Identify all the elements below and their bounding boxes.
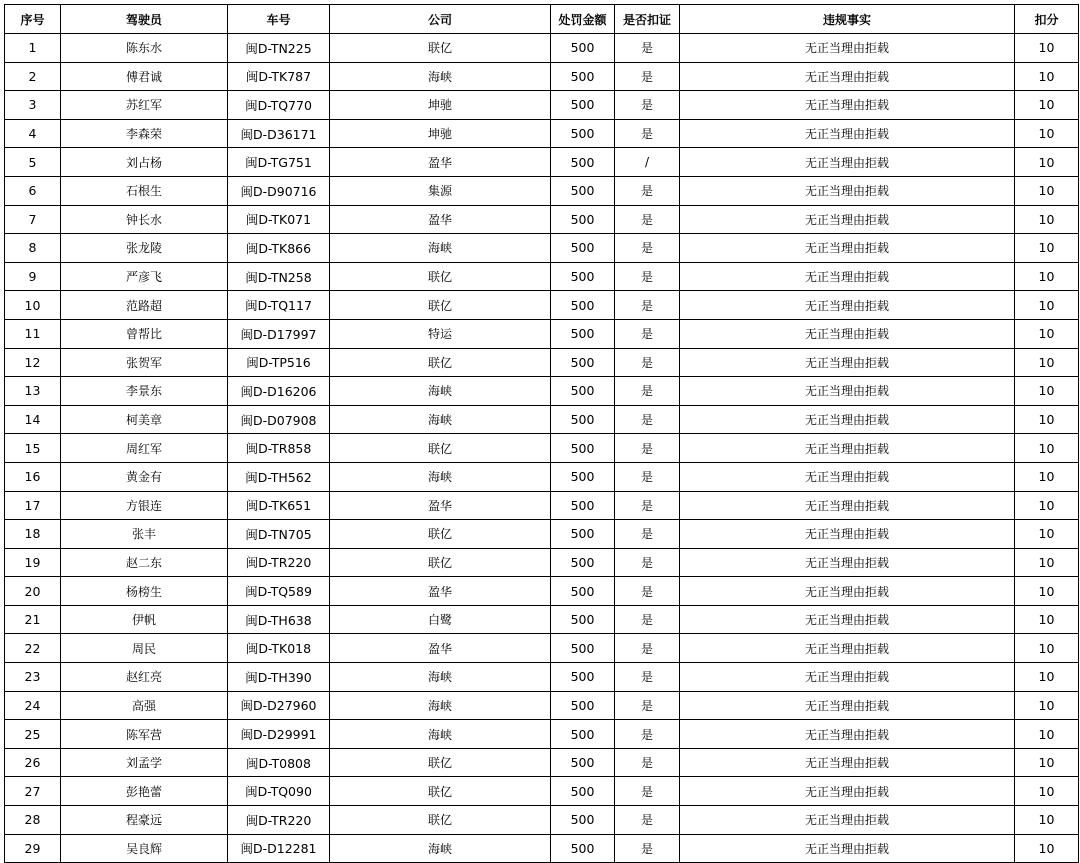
table-row — [5, 34, 1079, 63]
license-cell: 是 — [615, 319, 680, 348]
driver-cell: 傅君诚 — [61, 62, 228, 91]
header-license-detained: 是否扣证 — [615, 5, 680, 34]
index-cell: 11 — [5, 319, 61, 348]
index-cell: 22 — [5, 634, 61, 663]
index-cell: 12 — [5, 348, 61, 377]
table-row — [5, 548, 1079, 577]
violation-cell: 无正当理由拒载 — [680, 262, 1015, 291]
company-cell: 海峡 — [330, 234, 551, 263]
table-row — [5, 91, 1079, 120]
plate-cell: 闽D-TQ090 — [228, 777, 330, 806]
license-cell: 是 — [615, 491, 680, 520]
plate-cell: 闽D-TQ117 — [228, 291, 330, 320]
license-cell: 是 — [615, 462, 680, 491]
fine-cell: 500 — [551, 491, 615, 520]
plate-cell: 闽D-D29991 — [228, 720, 330, 749]
violation-cell: 无正当理由拒载 — [680, 462, 1015, 491]
table-row — [5, 806, 1079, 835]
plate-cell: 闽D-TH638 — [228, 605, 330, 634]
table-row — [5, 777, 1079, 806]
table-row — [5, 663, 1079, 692]
driver-cell: 杨榜生 — [61, 577, 228, 606]
violation-cell: 无正当理由拒载 — [680, 720, 1015, 749]
company-cell: 联亿 — [330, 520, 551, 549]
violation-cell: 无正当理由拒载 — [680, 520, 1015, 549]
table-row — [5, 234, 1079, 263]
company-cell: 联亿 — [330, 748, 551, 777]
fine-cell: 500 — [551, 405, 615, 434]
company-cell: 联亿 — [330, 291, 551, 320]
table-row — [5, 634, 1079, 663]
fine-cell: 500 — [551, 834, 615, 863]
fine-cell: 500 — [551, 62, 615, 91]
points-cell: 10 — [1015, 691, 1079, 720]
plate-cell: 闽D-TH562 — [228, 462, 330, 491]
fine-cell: 500 — [551, 291, 615, 320]
points-cell: 10 — [1015, 806, 1079, 835]
driver-cell: 严彦飞 — [61, 262, 228, 291]
fine-cell: 500 — [551, 262, 615, 291]
license-cell: 是 — [615, 291, 680, 320]
driver-cell: 方银连 — [61, 491, 228, 520]
table-row — [5, 205, 1079, 234]
license-cell: 是 — [615, 691, 680, 720]
fine-cell: 500 — [551, 319, 615, 348]
fine-cell: 500 — [551, 605, 615, 634]
driver-cell: 李森荣 — [61, 119, 228, 148]
index-cell: 1 — [5, 34, 61, 63]
table-row — [5, 176, 1079, 205]
violation-cell: 无正当理由拒载 — [680, 663, 1015, 692]
violation-cell: 无正当理由拒载 — [680, 205, 1015, 234]
license-cell: 是 — [615, 777, 680, 806]
license-cell: 是 — [615, 634, 680, 663]
plate-cell: 闽D-TR220 — [228, 548, 330, 577]
driver-cell: 陈军营 — [61, 720, 228, 749]
table-row — [5, 148, 1079, 177]
plate-cell: 闽D-TK018 — [228, 634, 330, 663]
table-row — [5, 491, 1079, 520]
license-cell: 是 — [615, 520, 680, 549]
license-cell: 是 — [615, 548, 680, 577]
table-body — [5, 34, 1079, 863]
violation-cell: 无正当理由拒载 — [680, 119, 1015, 148]
table-row — [5, 377, 1079, 406]
violation-cell: 无正当理由拒载 — [680, 34, 1015, 63]
points-cell: 10 — [1015, 605, 1079, 634]
index-cell: 7 — [5, 205, 61, 234]
violation-cell: 无正当理由拒载 — [680, 577, 1015, 606]
points-cell: 10 — [1015, 205, 1079, 234]
violation-cell: 无正当理由拒载 — [680, 434, 1015, 463]
header-fine: 处罚金额 — [551, 5, 615, 34]
index-cell: 8 — [5, 234, 61, 263]
company-cell: 联亿 — [330, 348, 551, 377]
driver-cell: 张龙陵 — [61, 234, 228, 263]
fine-cell: 500 — [551, 148, 615, 177]
table-row — [5, 691, 1079, 720]
points-cell: 10 — [1015, 491, 1079, 520]
plate-cell: 闽D-TN258 — [228, 262, 330, 291]
table-row — [5, 291, 1079, 320]
points-cell: 10 — [1015, 91, 1079, 120]
header-plate: 车号 — [228, 5, 330, 34]
violation-cell: 无正当理由拒载 — [680, 491, 1015, 520]
license-cell: 是 — [615, 605, 680, 634]
index-cell: 2 — [5, 62, 61, 91]
company-cell: 盈华 — [330, 577, 551, 606]
fine-cell: 500 — [551, 663, 615, 692]
index-cell: 21 — [5, 605, 61, 634]
company-cell: 联亿 — [330, 777, 551, 806]
driver-cell: 彭艳蕾 — [61, 777, 228, 806]
table-row — [5, 434, 1079, 463]
points-cell: 10 — [1015, 748, 1079, 777]
index-cell: 23 — [5, 663, 61, 692]
company-cell: 海峡 — [330, 834, 551, 863]
violation-cell: 无正当理由拒载 — [680, 348, 1015, 377]
fine-cell: 500 — [551, 205, 615, 234]
index-cell: 28 — [5, 806, 61, 835]
driver-cell: 周民 — [61, 634, 228, 663]
license-cell: 是 — [615, 748, 680, 777]
driver-cell: 张丰 — [61, 520, 228, 549]
license-cell: 是 — [615, 348, 680, 377]
company-cell: 联亿 — [330, 806, 551, 835]
index-cell: 29 — [5, 834, 61, 863]
plate-cell: 闽D-D16206 — [228, 377, 330, 406]
index-cell: 16 — [5, 462, 61, 491]
plate-cell: 闽D-TQ770 — [228, 91, 330, 120]
violation-cell: 无正当理由拒载 — [680, 377, 1015, 406]
license-cell: 是 — [615, 234, 680, 263]
driver-cell: 伊帆 — [61, 605, 228, 634]
header-row — [5, 5, 1079, 34]
table-row — [5, 605, 1079, 634]
points-cell: 10 — [1015, 234, 1079, 263]
license-cell: 是 — [615, 663, 680, 692]
table-row — [5, 520, 1079, 549]
license-cell: / — [615, 148, 680, 177]
points-cell: 10 — [1015, 34, 1079, 63]
driver-cell: 吴良辉 — [61, 834, 228, 863]
fine-cell: 500 — [551, 348, 615, 377]
points-cell: 10 — [1015, 577, 1079, 606]
fine-cell: 500 — [551, 548, 615, 577]
table-row — [5, 62, 1079, 91]
points-cell: 10 — [1015, 348, 1079, 377]
license-cell: 是 — [615, 405, 680, 434]
fine-cell: 500 — [551, 777, 615, 806]
plate-cell: 闽D-D17997 — [228, 319, 330, 348]
violation-cell: 无正当理由拒载 — [680, 634, 1015, 663]
points-cell: 10 — [1015, 119, 1079, 148]
index-cell: 6 — [5, 176, 61, 205]
index-cell: 9 — [5, 262, 61, 291]
violation-cell: 无正当理由拒载 — [680, 834, 1015, 863]
table-row — [5, 348, 1079, 377]
license-cell: 是 — [615, 834, 680, 863]
license-cell: 是 — [615, 119, 680, 148]
driver-cell: 程豪远 — [61, 806, 228, 835]
points-cell: 10 — [1015, 377, 1079, 406]
license-cell: 是 — [615, 577, 680, 606]
driver-cell: 张贺军 — [61, 348, 228, 377]
license-cell: 是 — [615, 377, 680, 406]
company-cell: 盈华 — [330, 491, 551, 520]
violation-cell: 无正当理由拒载 — [680, 176, 1015, 205]
license-cell: 是 — [615, 91, 680, 120]
points-cell: 10 — [1015, 634, 1079, 663]
table-row — [5, 462, 1079, 491]
points-cell: 10 — [1015, 291, 1079, 320]
driver-cell: 赵红亮 — [61, 663, 228, 692]
fine-cell: 500 — [551, 720, 615, 749]
table-row — [5, 720, 1079, 749]
fine-cell: 500 — [551, 377, 615, 406]
violation-cell: 无正当理由拒载 — [680, 777, 1015, 806]
violation-cell: 无正当理由拒载 — [680, 405, 1015, 434]
company-cell: 联亿 — [330, 548, 551, 577]
violation-cell: 无正当理由拒载 — [680, 319, 1015, 348]
driver-cell: 柯美章 — [61, 405, 228, 434]
fine-cell: 500 — [551, 119, 615, 148]
license-cell: 是 — [615, 176, 680, 205]
plate-cell: 闽D-TH390 — [228, 663, 330, 692]
index-cell: 27 — [5, 777, 61, 806]
plate-cell: 闽D-D07908 — [228, 405, 330, 434]
driver-cell: 高强 — [61, 691, 228, 720]
plate-cell: 闽D-TR858 — [228, 434, 330, 463]
driver-cell: 范路超 — [61, 291, 228, 320]
license-cell: 是 — [615, 262, 680, 291]
index-cell: 26 — [5, 748, 61, 777]
fine-cell: 500 — [551, 91, 615, 120]
company-cell: 海峡 — [330, 462, 551, 491]
license-cell: 是 — [615, 205, 680, 234]
index-cell: 18 — [5, 520, 61, 549]
driver-cell: 曾帮比 — [61, 319, 228, 348]
violations-table — [4, 4, 1079, 863]
plate-cell: 闽D-TQ589 — [228, 577, 330, 606]
company-cell: 联亿 — [330, 34, 551, 63]
points-cell: 10 — [1015, 520, 1079, 549]
fine-cell: 500 — [551, 434, 615, 463]
table-row — [5, 319, 1079, 348]
index-cell: 25 — [5, 720, 61, 749]
table-row — [5, 748, 1079, 777]
driver-cell: 李景东 — [61, 377, 228, 406]
driver-cell: 陈东水 — [61, 34, 228, 63]
index-cell: 13 — [5, 377, 61, 406]
company-cell: 坤驰 — [330, 119, 551, 148]
plate-cell: 闽D-TK866 — [228, 234, 330, 263]
index-cell: 4 — [5, 119, 61, 148]
fine-cell: 500 — [551, 234, 615, 263]
table-row — [5, 577, 1079, 606]
company-cell: 特运 — [330, 319, 551, 348]
points-cell: 10 — [1015, 319, 1079, 348]
points-cell: 10 — [1015, 405, 1079, 434]
license-cell: 是 — [615, 62, 680, 91]
fine-cell: 500 — [551, 520, 615, 549]
points-cell: 10 — [1015, 462, 1079, 491]
index-cell: 14 — [5, 405, 61, 434]
company-cell: 盈华 — [330, 148, 551, 177]
driver-cell: 刘占杨 — [61, 148, 228, 177]
index-cell: 15 — [5, 434, 61, 463]
fine-cell: 500 — [551, 577, 615, 606]
header-index: 序号 — [5, 5, 61, 34]
fine-cell: 500 — [551, 462, 615, 491]
points-cell: 10 — [1015, 262, 1079, 291]
driver-cell: 刘孟学 — [61, 748, 228, 777]
fine-cell: 500 — [551, 634, 615, 663]
table-row — [5, 262, 1079, 291]
company-cell: 盈华 — [330, 634, 551, 663]
points-cell: 10 — [1015, 720, 1079, 749]
index-cell: 5 — [5, 148, 61, 177]
plate-cell: 闽D-TG751 — [228, 148, 330, 177]
points-cell: 10 — [1015, 176, 1079, 205]
driver-cell: 黄金有 — [61, 462, 228, 491]
violation-cell: 无正当理由拒载 — [680, 234, 1015, 263]
fine-cell: 500 — [551, 34, 615, 63]
fine-cell: 500 — [551, 748, 615, 777]
company-cell: 坤驰 — [330, 91, 551, 120]
driver-cell: 石根生 — [61, 176, 228, 205]
header-company: 公司 — [330, 5, 551, 34]
index-cell: 3 — [5, 91, 61, 120]
points-cell: 10 — [1015, 62, 1079, 91]
company-cell: 海峡 — [330, 663, 551, 692]
violation-cell: 无正当理由拒载 — [680, 148, 1015, 177]
plate-cell: 闽D-TN705 — [228, 520, 330, 549]
points-cell: 10 — [1015, 777, 1079, 806]
index-cell: 10 — [5, 291, 61, 320]
violation-cell: 无正当理由拒载 — [680, 62, 1015, 91]
fine-cell: 500 — [551, 691, 615, 720]
plate-cell: 闽D-TK651 — [228, 491, 330, 520]
driver-cell: 苏红军 — [61, 91, 228, 120]
plate-cell: 闽D-D12281 — [228, 834, 330, 863]
fine-cell: 500 — [551, 176, 615, 205]
plate-cell: 闽D-D36171 — [228, 119, 330, 148]
company-cell: 海峡 — [330, 377, 551, 406]
company-cell: 盈华 — [330, 205, 551, 234]
table-row — [5, 834, 1079, 863]
violation-cell: 无正当理由拒载 — [680, 691, 1015, 720]
violation-cell: 无正当理由拒载 — [680, 548, 1015, 577]
table-row — [5, 405, 1079, 434]
index-cell: 24 — [5, 691, 61, 720]
plate-cell: 闽D-D27960 — [228, 691, 330, 720]
header-driver: 驾驶员 — [61, 5, 228, 34]
license-cell: 是 — [615, 34, 680, 63]
fine-cell: 500 — [551, 806, 615, 835]
index-cell: 19 — [5, 548, 61, 577]
points-cell: 10 — [1015, 434, 1079, 463]
license-cell: 是 — [615, 806, 680, 835]
plate-cell: 闽D-TN225 — [228, 34, 330, 63]
plate-cell: 闽D-TK071 — [228, 205, 330, 234]
driver-cell: 赵二东 — [61, 548, 228, 577]
index-cell: 20 — [5, 577, 61, 606]
company-cell: 联亿 — [330, 434, 551, 463]
company-cell: 海峡 — [330, 720, 551, 749]
points-cell: 10 — [1015, 148, 1079, 177]
driver-cell: 钟长水 — [61, 205, 228, 234]
table-row — [5, 119, 1079, 148]
header-violation: 违规事实 — [680, 5, 1015, 34]
company-cell: 海峡 — [330, 691, 551, 720]
plate-cell: 闽D-TP516 — [228, 348, 330, 377]
license-cell: 是 — [615, 434, 680, 463]
plate-cell: 闽D-D90716 — [228, 176, 330, 205]
violation-cell: 无正当理由拒载 — [680, 291, 1015, 320]
company-cell: 海峡 — [330, 62, 551, 91]
violation-cell: 无正当理由拒载 — [680, 91, 1015, 120]
index-cell: 17 — [5, 491, 61, 520]
points-cell: 10 — [1015, 834, 1079, 863]
violation-cell: 无正当理由拒载 — [680, 605, 1015, 634]
plate-cell: 闽D-TR220 — [228, 806, 330, 835]
points-cell: 10 — [1015, 548, 1079, 577]
company-cell: 海峡 — [330, 405, 551, 434]
company-cell: 集源 — [330, 176, 551, 205]
header-points: 扣分 — [1015, 5, 1079, 34]
plate-cell: 闽D-T0808 — [228, 748, 330, 777]
violation-cell: 无正当理由拒载 — [680, 748, 1015, 777]
points-cell: 10 — [1015, 663, 1079, 692]
violation-cell: 无正当理由拒载 — [680, 806, 1015, 835]
company-cell: 白鹭 — [330, 605, 551, 634]
license-cell: 是 — [615, 720, 680, 749]
driver-cell: 周红军 — [61, 434, 228, 463]
company-cell: 联亿 — [330, 262, 551, 291]
plate-cell: 闽D-TK787 — [228, 62, 330, 91]
